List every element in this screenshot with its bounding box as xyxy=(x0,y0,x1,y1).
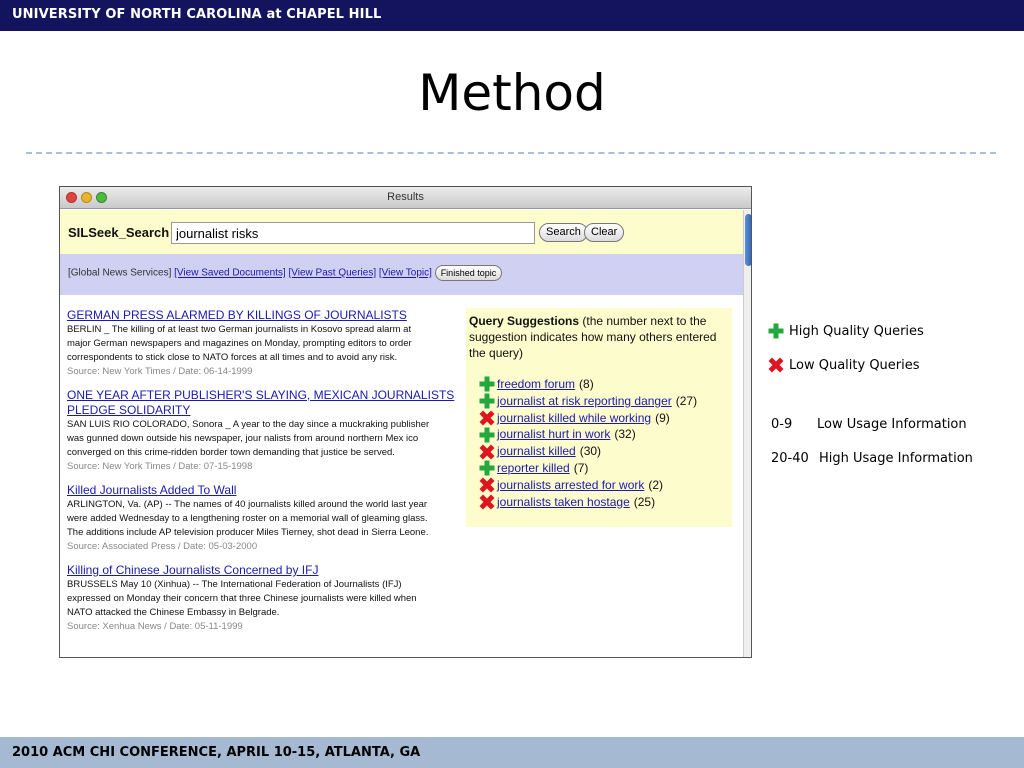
query-suggestion-count: (8) xyxy=(579,377,594,391)
list-item xyxy=(479,494,697,511)
result-title-link[interactable]: GERMAN PRESS ALARMED BY KILLINGS OF JOURNALISTS xyxy=(67,308,407,322)
query-suggestions-heading xyxy=(469,313,727,361)
red-cross-icon xyxy=(479,477,495,493)
result-snippet-line: SAN LUIS RIO COLORADO, Sonora _ A year to the day since a muckraking publisher xyxy=(67,419,430,430)
legend-low-usage xyxy=(771,417,967,432)
university-name: UNIVERSITY OF NORTH CAROLINA at CHAPEL HILL xyxy=(12,7,382,22)
scrollbar-thumb[interactable] xyxy=(745,214,752,266)
conference-name: 2010 ACM CHI CONFERENCE, APRIL 10-15, ATLANTA, GA xyxy=(12,745,421,760)
legend-high-quality-label: High Quality Queries xyxy=(789,323,924,339)
legend-low-quality xyxy=(768,357,920,373)
view-past-queries-link[interactable]: [View Past Queries] xyxy=(288,267,377,279)
list-item xyxy=(67,483,462,554)
high-usage-range: 20-40 xyxy=(771,451,809,466)
list-item xyxy=(479,426,697,443)
red-cross-icon xyxy=(479,410,495,426)
result-snippet-line: The additions include AP television producer Miles Tierney, shot dead in Sierra Leone. xyxy=(67,527,429,538)
list-item xyxy=(67,388,462,474)
query-suggestion-link[interactable]: journalist killed while working xyxy=(497,410,652,425)
green-plus-icon xyxy=(768,323,784,339)
high-usage-label: High Usage Information xyxy=(819,451,973,466)
slide-title: Method xyxy=(418,64,606,122)
low-usage-range: 0-9 xyxy=(771,417,793,432)
query-suggestion-link[interactable]: journalist at risk reporting danger xyxy=(497,393,672,408)
green-plus-icon xyxy=(479,376,495,392)
result-snippet-line: major German newspapers and magazines on Monday, prompting editors to order xyxy=(67,338,412,349)
query-suggestions-list xyxy=(479,376,697,510)
window-title: Results xyxy=(387,191,424,203)
result-snippet-line: BRUSSELS May 10 (Xinhua) -- The International Federation of Journalists (IFJ) xyxy=(67,579,402,590)
list-item xyxy=(479,376,697,393)
search-input[interactable] xyxy=(171,222,535,244)
query-suggestion-link[interactable]: journalists arrested for work xyxy=(497,477,645,492)
query-suggestion-count: (25) xyxy=(633,494,656,509)
query-suggestions-note: (the number next to the suggestion indicates how many others entered the query) xyxy=(469,314,717,360)
result-snippet-line: were added Wednesday to a lengthening roster on a memorial wall of gleaming glass. xyxy=(67,513,428,524)
result-snippet-line: converged on this crime-ridden border town demanding that justice be served. xyxy=(67,447,395,458)
result-snippet-line: BERLIN _ The killing of at least two German journalists in Kosovo spread alarm at xyxy=(67,324,412,335)
query-suggestion-count: (32) xyxy=(614,427,636,442)
vertical-scrollbar[interactable] xyxy=(743,210,752,658)
query-suggestions-panel xyxy=(466,308,732,527)
result-source: Source: Xenhua News / Date: 05-11-1999 xyxy=(67,621,243,632)
list-item xyxy=(479,477,697,494)
legend-high-usage xyxy=(771,451,973,466)
conference-footer-bar xyxy=(0,737,1024,768)
clear-button[interactable]: Clear xyxy=(584,223,624,242)
title-divider xyxy=(26,152,996,154)
search-button[interactable]: Search xyxy=(539,223,588,242)
app-brand: SILSeek_Search xyxy=(68,225,170,240)
nav-area xyxy=(60,254,743,295)
result-title-link[interactable]: Killing of Chinese Journalists Concerned by IFJ xyxy=(67,563,319,577)
list-item xyxy=(479,410,697,427)
green-plus-icon xyxy=(479,393,495,409)
view-topic-link[interactable]: [View Topic] xyxy=(378,267,432,279)
result-snippet-line: was gunned down outside his newspaper, jour nalists from around northern Mex ico xyxy=(67,433,419,444)
view-saved-documents-link[interactable]: [View Saved Documents] xyxy=(174,267,286,279)
query-suggestion-count: (27) xyxy=(675,393,698,408)
result-source: Source: New York Times / Date: 07-15-1998 xyxy=(67,461,253,472)
red-cross-icon xyxy=(479,444,495,460)
query-suggestion-link[interactable]: journalists taken hostage xyxy=(497,494,630,509)
query-suggestion-link[interactable]: reporter killed xyxy=(497,460,570,475)
legend-low-quality-label: Low Quality Queries xyxy=(789,357,920,373)
query-suggestion-link[interactable]: journalist hurt in work xyxy=(497,427,611,442)
result-source: Source: Associated Press / Date: 05-03-2000 xyxy=(67,541,258,552)
result-snippet-line: expressed on Monday their concern that three Chinese journalists were killed when xyxy=(67,593,417,604)
result-title-link[interactable]: Killed Journalists Added To Wall xyxy=(67,483,237,497)
window-titlebar xyxy=(60,187,751,209)
list-item xyxy=(479,443,697,460)
query-suggestion-count: (2) xyxy=(648,477,664,492)
list-item xyxy=(67,308,462,379)
result-title-link[interactable]: ONE YEAR AFTER PUBLISHER'S SLAYING, MEXICAN JOURNALISTS PLEDGE SOLIDARITY xyxy=(67,388,455,417)
green-plus-icon xyxy=(479,460,495,476)
university-header-bar xyxy=(0,0,1024,31)
query-suggestion-count: (9) xyxy=(655,410,670,425)
green-plus-icon xyxy=(479,427,495,443)
query-suggestion-link[interactable]: freedom forum xyxy=(497,377,576,391)
nav-prefix: [Global News Services] xyxy=(68,267,172,279)
results-list xyxy=(67,308,462,643)
finished-topic-button[interactable]: Finished topic xyxy=(435,265,503,281)
query-suggestion-count: (30) xyxy=(579,444,602,459)
result-snippet-line: NATO attacked the Chinese Embassy in Belgrade. xyxy=(67,607,280,618)
low-usage-label: Low Usage Information xyxy=(817,417,967,432)
red-cross-icon xyxy=(479,494,495,510)
result-snippet-line: correspondents to stick close to NATO forces at all times and to avoid any risk. xyxy=(67,352,398,363)
search-area xyxy=(60,210,743,254)
query-suggestion-link[interactable]: journalist killed xyxy=(497,444,576,459)
query-suggestions-title: Query Suggestions xyxy=(469,314,580,328)
query-suggestion-count: (7) xyxy=(573,460,589,475)
list-item xyxy=(479,460,697,477)
list-item xyxy=(479,393,697,410)
legend-high-quality xyxy=(768,323,924,339)
result-snippet-line: ARLINGTON, Va. (AP) -- The names of 40 journalists killed around the world last year xyxy=(67,499,428,510)
red-cross-icon xyxy=(768,357,784,373)
list-item xyxy=(67,563,462,634)
nav-row xyxy=(68,265,502,281)
results-window xyxy=(59,186,752,658)
result-source: Source: New York Times / Date: 06-14-1999 xyxy=(67,366,253,377)
